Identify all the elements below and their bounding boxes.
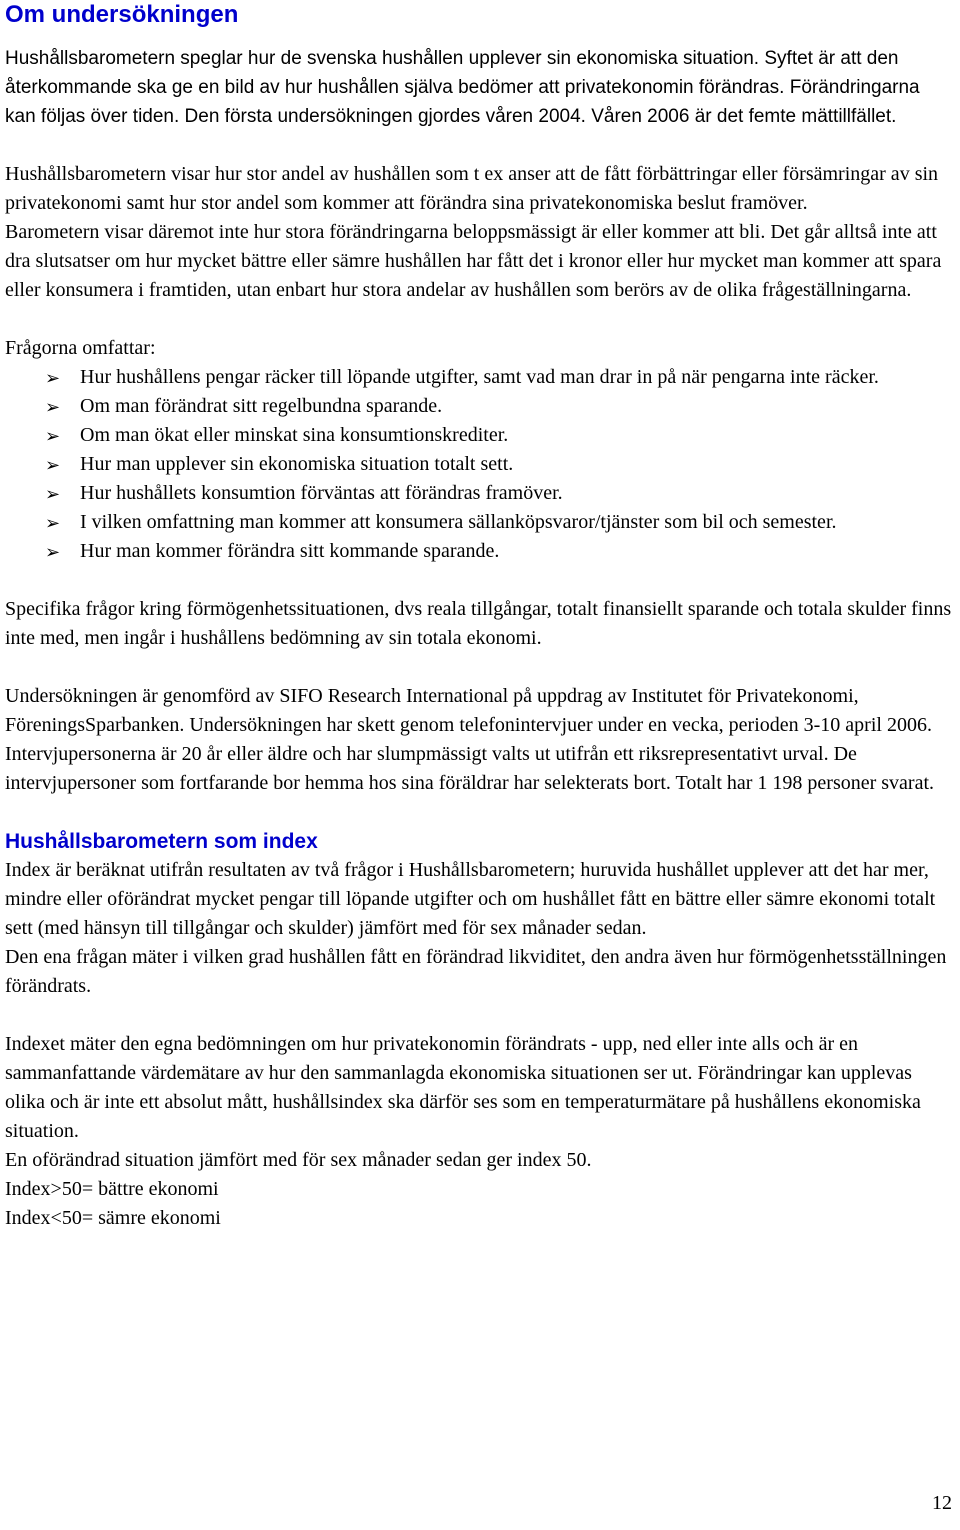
arrow-bullet-icon: ➢ — [45, 397, 61, 418]
list-item-text: Hur man upplever sin ekonomiska situation totalt sett. — [80, 453, 514, 475]
paragraph-methodology: Undersökningen är genomförd av SIFO Research International på uppdrag av Institutet för Privatekonomi, FöreningsSparbanken. Undersökningen har skett genom telefonintervjuer under en vecka, perioden 3-10 april 2006. Intervjupersonerna är 20 år eller äldre och har slumpmässigt valts ut utifrån ett riksrepresentativt urval. De intervjupersoner som fortfarande bor hemma hos sina föräldrar har selekterats bort. Totalt har 1 198 personer svarat. — [5, 685, 935, 794]
intro-paragraph: Hushållsbarometern speglar hur de svenska hushållen upplever sin ekonomiska situation. Syftet är att den återkommande ska ge en bild av hur hushållen själva bedömer att privatekonomin förändras. Förändringarna kan följas över tiden. Den första undersökningen gjordes våren 2004. Våren 2006 är det femte mättillfället. — [5, 48, 920, 127]
arrow-bullet-icon: ➢ — [45, 426, 61, 447]
list-item — [5, 479, 955, 508]
arrow-bullet-icon: ➢ — [45, 368, 61, 389]
paragraph-barometer-limits: Barometern visar däremot inte hur stora förändringarna beloppsmässigt är eller kommer att bli. Det går alltså inte att dra slutsatser om hur mycket bättre eller sämre hushållen har fått det i kronor eller hur mycket man kommer att spara eller konsumera i framtiden, utan enbart hur stora andelar av hushållen som berörs av de olika frågeställningarna. — [5, 221, 942, 301]
questions-intro: Frågorna omfattar: — [5, 337, 156, 359]
index-worse-line: Index<50= sämre ekonomi — [5, 1207, 221, 1229]
index-better-line: Index>50= bättre ekonomi — [5, 1178, 219, 1200]
paragraph-index-meaning: Indexet mäter den egna bedömningen om hur privatekonomin förändrats - upp, ned eller inte alls och är en sammanfattande värdemätare av hur den sammanlagda ekonomiska situationen ser ut. Förändringar kan upplevas olika och är inte ett absolut mått, hushållsindex ska därför ses som en temperaturmätare på hushållens ekonomiska situation. — [5, 1033, 921, 1142]
list-item — [5, 508, 955, 537]
list-item-text: I vilken omfattning man kommer att konsumera sällanköpsvaror/tjänster som bil och semester. — [80, 511, 837, 533]
paragraph-barometer-shows: Hushållsbarometern visar hur stor andel av hushållen som t ex anser att de fått förbättringar eller försämringar av sin privatekonomi samt hur stor andel som kommer att förändra sina privatekonomiska beslut framöver. — [5, 163, 939, 214]
list-item — [5, 537, 955, 566]
list-item-text: Hur man kommer förändra sitt kommande sparande. — [80, 540, 500, 562]
list-item-text: Om man ökat eller minskat sina konsumtionskrediter. — [80, 424, 509, 446]
list-item-text: Hur hushållets konsumtion förväntas att förändras framöver. — [80, 482, 563, 504]
list-item — [5, 363, 955, 392]
paragraph-index-calculation: Index är beräknat utifrån resultaten av två frågor i Hushållsbarometern; huruvida hushållet upplever att det har mer, mindre eller oförändrat mycket pengar till löpande utgifter och om hushållet fått en bättre eller sämre ekonomi totalt sett (med hänsyn till tillgångar och skulder) jämfört med för sex månader sedan. — [5, 859, 936, 939]
questions-list — [5, 363, 955, 566]
paragraph-wealth-questions: Specifika frågor kring förmögenhetssituationen, dvs reala tillgångar, totalt finansiellt sparande och totala skulder finns inte med, men ingår i hushållens bedömning av sin totala ekonomi. — [5, 598, 952, 649]
page-number: 12 — [932, 1492, 952, 1514]
arrow-bullet-icon: ➢ — [45, 513, 61, 534]
list-item-text: Hur hushållens pengar räcker till löpande utgifter, samt vad man drar in på när pengarna inte räcker. — [80, 366, 879, 388]
paragraph-index-50: En oförändrad situation jämfört med för sex månader sedan ger index 50. — [5, 1149, 592, 1171]
list-item — [5, 421, 955, 450]
section-heading: Om undersökningen — [5, 1, 239, 28]
arrow-bullet-icon: ➢ — [45, 484, 61, 505]
list-item — [5, 450, 955, 479]
paragraph-index-questions: Den ena frågan mäter i vilken grad hushållen fått en förändrad likviditet, den andra även hur förmögenhetsställningen förändrats. — [5, 946, 947, 997]
subsection-heading: Hushållsbarometern som index — [5, 830, 318, 853]
list-item — [5, 392, 955, 421]
arrow-bullet-icon: ➢ — [45, 542, 61, 563]
document-page — [5, 0, 955, 1233]
arrow-bullet-icon: ➢ — [45, 455, 61, 476]
list-item-text: Om man förändrat sitt regelbundna sparande. — [80, 395, 443, 417]
